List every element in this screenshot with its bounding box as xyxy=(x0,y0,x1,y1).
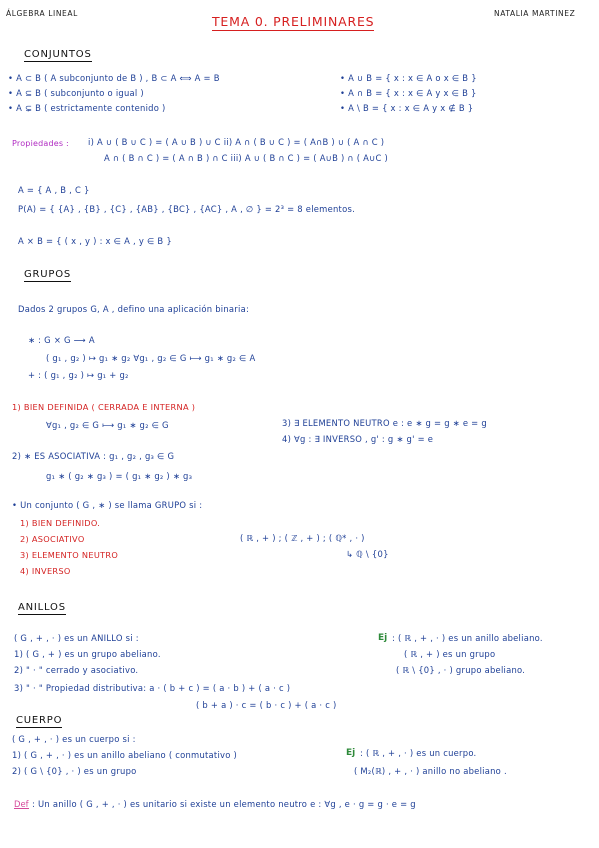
set-example: A = { A , B , C } xyxy=(18,185,90,195)
group-prop-2-formula: g₁ ∗ ( g₂ ∗ g₃ ) = ( g₁ ∗ g₂ ) ∗ g₃ xyxy=(46,471,193,481)
group-item-2: 2) ASOCIATIVO xyxy=(20,534,85,544)
ring-prop-3-right: ( b + a ) · c = ( b · c ) + ( a · c ) xyxy=(196,700,337,710)
ring-definition: ( G , + , · ) es un ANILLO si : xyxy=(14,633,139,643)
ring-prop-3: 3) " · " Propiedad distributiva: a · ( b + c ) = ( a · b ) + ( a · c ) xyxy=(14,683,291,693)
section-heading-conjuntos: CONJUNTOS xyxy=(24,49,92,60)
group-prop-2-title: 2) ∗ ES ASOCIATIVA : g₁ , g₂ , g₃ ∈ G xyxy=(12,451,175,461)
group-prop-1-title: 1) BIEN DEFINIDA ( CERRADA E INTERNA ) xyxy=(12,402,196,412)
group-prop-3: 3) ∃ ELEMENTO NEUTRO e : e ∗ g = g ∗ e = g xyxy=(282,418,487,428)
intersection-def: • A ∩ B = { x : x ∈ A y x ∈ B } xyxy=(340,88,477,98)
group-prop-1-formula: ∀g₁ , g₂ ∈ G ⟼ g₁ ∗ g₂ ∈ G xyxy=(46,420,169,430)
strict-subset-line: • A ⊊ B ( estrictamente contenido ) xyxy=(8,103,166,113)
section-heading-grupos: GRUPOS xyxy=(24,269,72,280)
group-item-4: 4) INVERSO xyxy=(20,566,71,576)
section-heading-cuerpo: CUERPO xyxy=(16,715,63,726)
grupos-intro: Dados 2 grupos G, A , defino una aplicación binaria: xyxy=(18,304,250,314)
unitary-ring-definition: : Un anillo ( G , + , · ) es unitario si existe un elemento neutro e : ∀g , e · g = g · e = g xyxy=(32,799,416,809)
field-prop-1: 1) ( G , + , · ) es un anillo abeliano ( conmutativo ) xyxy=(12,750,238,760)
binary-map-line-2: ( g₁ , g₂ ) ↦ g₁ ∗ g₂ ∀g₁ , g₂ ∈ G ⟼ g₁ ∗ g₂ ∈ A xyxy=(46,353,256,363)
definition-label: Def xyxy=(14,799,29,809)
ring-example-mark: Ej xyxy=(378,633,388,643)
power-set-example: P(A) = { {A} , {B} , {C} , {AB} , {BC} , {AC} , A , ∅ } = 2³ = 8 elementos. xyxy=(18,204,355,214)
set-property-line-1: i) A ∪ ( B ∪ C ) = ( A ∪ B ) ∪ C ii) A ∩ ( B ∪ C ) = ( A∩B ) ∪ ( A ∩ C ) xyxy=(88,137,385,147)
subset-line: • A ⊂ B ( A subconjunto de B ) , B ⊂ A ⟺ A = B xyxy=(8,73,220,83)
field-example-mark: Ej xyxy=(346,748,356,758)
section-heading-anillos: ANILLOS xyxy=(18,602,66,613)
field-prop-2: 2) ( G \ {0} , · ) es un grupo xyxy=(12,766,137,776)
field-example-1: : ( ℝ , + , · ) es un cuerpo. xyxy=(360,748,477,758)
group-examples-note: ↳ ℚ \ {0} xyxy=(346,549,389,559)
binary-map-line-3: + : ( g₁ , g₂ ) ↦ g₁ + g₂ xyxy=(28,370,129,380)
group-examples: ( ℝ , + ) ; ( ℤ , + ) ; ( ℚ* , · ) xyxy=(240,533,365,543)
ring-example-2: ( ℝ , + ) es un grupo xyxy=(404,649,496,659)
field-example-2: ( M₂(ℝ) , + , · ) anillo no abeliano . xyxy=(354,766,507,776)
ring-prop-1: 1) ( G , + ) es un grupo abeliano. xyxy=(14,649,161,659)
set-property-line-2: A ∩ ( B ∩ C ) = ( A ∩ B ) ∩ C iii) A ∪ ( B ∩ C ) = ( A∪B ) ∩ ( A∪C ) xyxy=(104,153,389,163)
group-item-3: 3) ELEMENTO NEUTRO xyxy=(20,550,119,560)
ring-example-1: : ( ℝ , + , · ) es un anillo abeliano. xyxy=(392,633,543,643)
ring-prop-2: 2) " · " cerrado y asociativo. xyxy=(14,665,139,675)
field-definition: ( G , + , · ) es un cuerpo si : xyxy=(12,734,136,744)
subset-equal-line: • A ⊆ B ( subconjunto o igual ) xyxy=(8,88,144,98)
binary-map-line-1: ∗ : G × G ⟶ A xyxy=(28,335,95,345)
union-def: • A ∪ B = { x : x ∈ A o x ∈ B } xyxy=(340,73,477,83)
ring-example-3: ( ℝ \ {0} , · ) grupo abeliano. xyxy=(396,665,526,675)
group-item-1: 1) BIEN DEFINIDO. xyxy=(20,518,101,528)
cartesian-product-def: A × B = { ( x , y ) : x ∈ A , y ∈ B } xyxy=(18,236,172,246)
author-label: NATALIA MARTINEZ xyxy=(494,9,576,18)
page-title: TEMA 0. PRELIMINARES xyxy=(212,14,375,29)
difference-def: • A \ B = { x : x ∈ A y x ∉ B } xyxy=(340,103,474,113)
subject-label: ÁLGEBRA LINEAL xyxy=(6,9,78,18)
group-definition: • Un conjunto ( G , ∗ ) se llama GRUPO si : xyxy=(12,500,203,510)
propiedades-label: Propiedades : xyxy=(12,139,69,148)
group-prop-4: 4) ∀g : ∃ INVERSO , g' : g ∗ g' = e xyxy=(282,434,434,444)
